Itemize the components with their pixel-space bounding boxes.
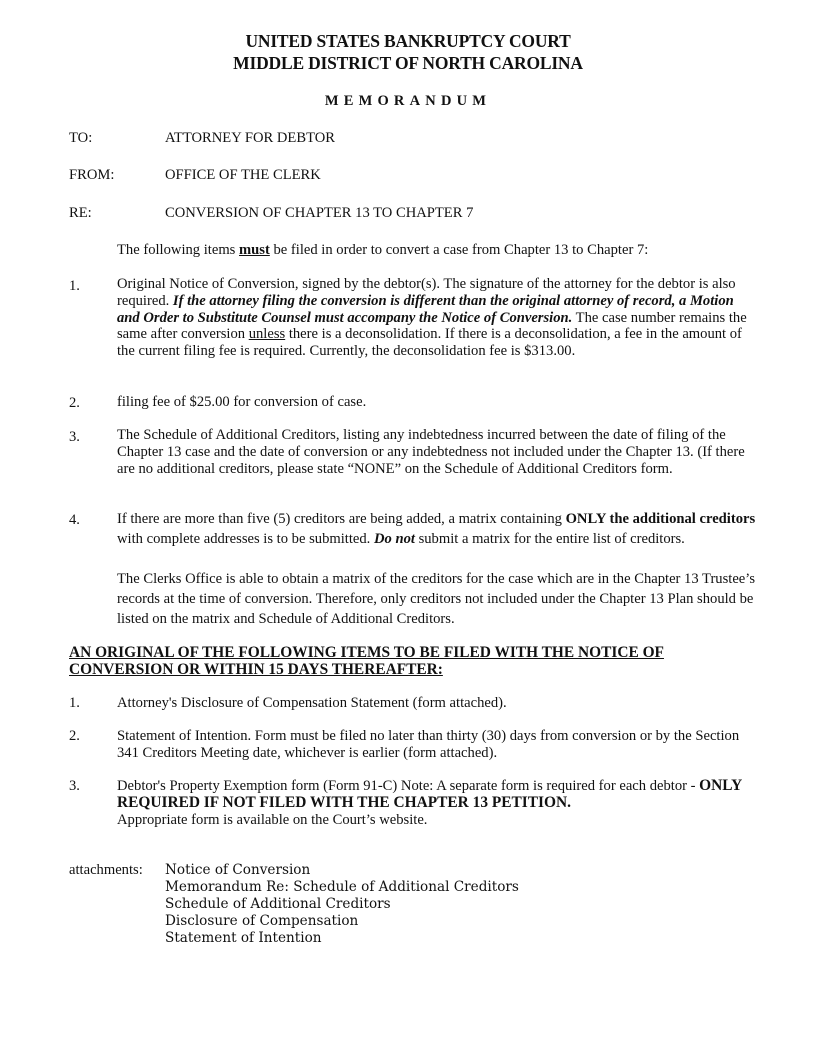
attachment-item: Disclosure of Compensation: [165, 913, 359, 929]
list-item-property-exemption: [117, 778, 747, 828]
item-text: Appropriate form is available on the Court’s website.: [117, 811, 428, 828]
item-text: submit a matrix for the entire list of creditors.: [414, 531, 685, 547]
list-item-matrix: [117, 509, 757, 549]
list-item-filing-fee: filing fee of $25.00 for conversion of case.: [117, 394, 367, 410]
item-number: 1.: [69, 695, 80, 711]
item-text: there is a deconsolidation. If there is a deconsolidation, a fee in the amount of the current filing fee is required. Currently, the deconsolidation fee is $313.00.: [117, 326, 742, 360]
item-number: 2.: [69, 395, 80, 411]
attachments-label: attachments:: [69, 862, 143, 878]
from-value: OFFICE OF THE CLERK: [165, 167, 321, 183]
item-number: 1.: [69, 278, 80, 294]
intro-text: The following items: [117, 242, 240, 258]
item-number: 3.: [69, 778, 80, 794]
list-item-statement-of-intention: Statement of Intention. Form must be filed no later than thirty (30) days from conversion or by the Section 341 Creditors Meeting date, whichever is earlier (form attached).: [117, 728, 740, 761]
item-bold: ONLY REQUIRED IF NOT FILED WITH THE CHAPTER 13 PETITION.: [117, 777, 742, 811]
re-label: RE:: [69, 205, 92, 221]
from-label: FROM:: [69, 167, 115, 183]
item-text: The case number remains the same after conversion: [117, 309, 747, 343]
court-name: UNITED STATES BANKRUPTCY COURT: [245, 31, 571, 51]
document-type-title: MEMORANDUM: [324, 93, 492, 109]
attachment-item: Statement of Intention: [165, 930, 322, 946]
to-value: ATTORNEY FOR DEBTOR: [165, 130, 336, 146]
intro-emphasis: must: [239, 242, 270, 258]
attachments-list: [165, 862, 519, 947]
item-text: Original Notice of Conversion, signed by the debtor(s). The signature of the attorney for the debtor is also required.: [117, 276, 736, 309]
intro-text-end: be filed in order to convert a case from Chapter 13 to Chapter 7:: [269, 242, 649, 258]
item-underline: unless: [248, 326, 286, 343]
attachment-item: Memorandum Re: Schedule of Additional Creditors: [165, 879, 519, 895]
intro-sentence: [117, 242, 777, 259]
to-label: TO:: [69, 130, 93, 146]
item-number: 2.: [69, 728, 80, 744]
list-item-schedule-of-additional-creditors: The Schedule of Additional Creditors, listing any indebtedness incurred between the date of filing of the Chapter 13 case and the date of conversion or any indebtedness not included under the Chapter 13. (If there are no additional creditors, please state “NONE” on the Schedule of Additional Creditors form.: [117, 427, 745, 477]
item-text: Debtor's Property Exemption form (Form 91-C) Note: A separate form is required for each debtor -: [117, 778, 700, 794]
court-district: MIDDLE DISTRICT OF NORTH CAROLINA: [233, 53, 583, 73]
re-value: CONVERSION OF CHAPTER 13 TO CHAPTER 7: [165, 205, 474, 221]
item-text: with complete addresses is to be submitted.: [117, 531, 374, 547]
item-number: 3.: [69, 429, 80, 445]
attachment-item: Notice of Conversion: [165, 862, 311, 878]
item-emphasis: Do not: [373, 531, 415, 547]
item-text: If there are more than five (5) creditors are being added, a matrix containing: [117, 511, 566, 527]
section-heading: AN ORIGINAL OF THE FOLLOWING ITEMS TO BE FILED WITH THE NOTICE OF CONVERSION OR WITHIN 15 DAYS THEREAFTER:: [69, 644, 664, 678]
list-item-notice-of-conversion: [117, 276, 757, 360]
list-item-disclosure-of-compensation: Attorney's Disclosure of Compensation Statement (form attached).: [117, 695, 507, 711]
item-bold: ONLY the additional creditors: [565, 511, 756, 527]
attachment-item: Schedule of Additional Creditors: [165, 896, 391, 912]
item-emphasis: If the attorney filing the conversion is different than the original attorney of record, a Motion and Order to Substitute Counsel must accompany the Notice of Conversion.: [117, 292, 734, 326]
matrix-note: The Clerks Office is able to obtain a matrix of the creditors for the case which are in the Chapter 13 Trustee’s records at the time of conversion. Therefore, only creditors not included under the Chapter 13 Plan should be listed on the matrix and Schedule of Additional Creditors.: [117, 571, 756, 627]
item-number: 4.: [69, 512, 80, 528]
